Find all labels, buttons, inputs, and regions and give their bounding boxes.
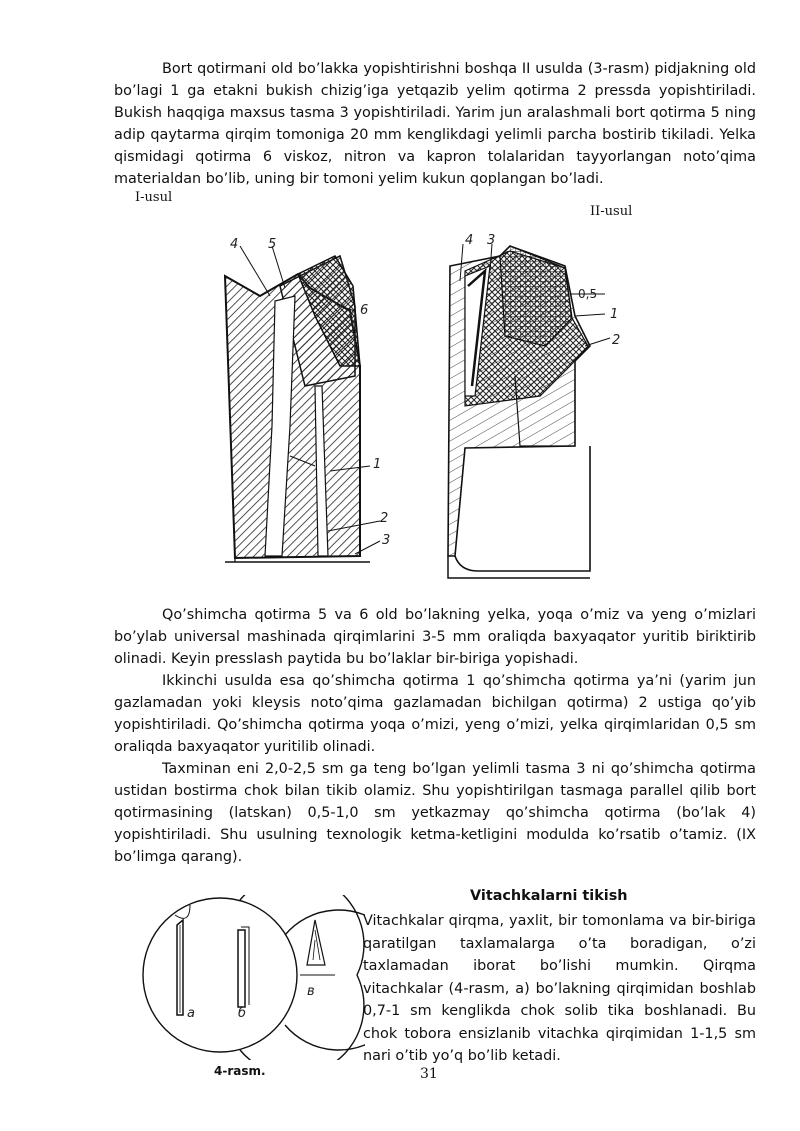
figure-3-left-label-3: 3	[382, 533, 391, 548]
page-number: 31	[420, 1066, 438, 1082]
figure-3-right-label-3: 3	[487, 233, 496, 248]
figure-3-right-label-1: 1	[610, 307, 619, 322]
paragraph-3: Ikkinchi usulda esa qo’shimcha qotirma 1 qo’shimcha qotirma ya’ni (yarim jun gazlamadan yoki kleysis noto’qima gazlamadan bichilgan qotirma) 2 ustiga qo’yib yopishtiriladi. Qo’shimcha qotirma yoqa o’mizi, yeng o’mizi, yelka qirqimlaridan 0,5 sm oraliqda baxyaqator yuritilib olinadi.	[114, 673, 756, 755]
paragraph-5: Vitachkalar qirqma, yaxlit, bir tomonlama va bir-biriga qaratilgan taxlamalarga o’ta boradigan, o’zi taxlamadan iborat bo’lishi mumkin. Qirqma vitachkalar (4-rasm, a) bo’lakning qirqimidan boshlab 0,7-1 sm kenglikda chok solib tika boshlanadi. Bu chok tobora ensizlanib vitachka qirqimidan 1-1,5 sm nari o’tib yo’q bo’lib ketadi.	[363, 913, 756, 1064]
figure-3-left-label-6: 6	[360, 303, 369, 318]
figure-4-label-v: в	[307, 984, 315, 999]
paragraph-1: Bort qotirmani old bo’lakka yopishtirishni boshqa II usulda (3-rasm) pidjakning old bo’lagi 1 ga etakni bukish chizig’iga yetqazib yelim qotirma 2 pressda yopishtiriladi. Bukish haqqiga maxsus tasma 3 yopishtiriladi. Yarim jun aralashmali bort qotirma 5 ning adip qaytarma qirqim tomoniga 20 mm kenglikdagi yelimli parcha bostirib tikiladi. Yelka qismidagi qotirma 6 viskoz, nitron va kapron tolalaridan tayyorlangan noto’qima materialdan bo’lib, uning bir tomoni yelim kukun qoplangan bo’ladi.	[114, 61, 756, 187]
figure-3-right-label-0-5: 0,5	[578, 287, 598, 301]
figure-4-caption: 4-rasm.	[214, 1064, 266, 1078]
figure-3-left-label-1: 1	[373, 457, 382, 472]
figure-3-left-label-5: 5	[268, 237, 277, 252]
figure-4-drawing	[135, 895, 365, 1060]
figure-3-right-label-2: 2	[612, 333, 621, 348]
left-garment-drawing	[225, 246, 380, 562]
figure-label-method-1: I-usul	[135, 190, 173, 205]
figure-label-method-2: II-usul	[590, 204, 633, 219]
paragraph-4: Taxminan eni 2,0-2,5 sm ga teng bo’lgan yelimli tasma 3 ni qo’shimcha qotirma ustidan bostirma chok bilan tikib olamiz. Shu yopishtirilgan tasmaga parallel qilib bort qotirmasining (latskan) 0,5-1,0 sm yetkazmay qo’shimcha qotirma (bo’lak 4) yopishtiriladi. Shu usulning texnologik ketma-ketligini modulda ko’rsatib o’tamiz. (IX bo’limga qarang).	[114, 761, 756, 865]
figure-3-left-label-4: 4	[230, 237, 239, 252]
section-heading: Vitachkalarni tikish	[470, 888, 628, 904]
paragraph-2: Qo’shimcha qotirma 5 va 6 old bo’lakning yelka, yoqa o’miz va yeng o’mizlari bo’ylab universal mashinada qirqimlarini 3-5 mm oraliqda baxyaqator yuritib biriktirib olinadi. Keyin presslash paytida bu bo’laklar bir-biriga yopishadi.	[114, 607, 756, 667]
figure-4-label-a: a	[187, 1006, 195, 1021]
figure-3-drawings	[210, 226, 640, 586]
figure-4-label-b: б	[238, 1006, 247, 1021]
figure-3-left-label-2: 2	[380, 511, 389, 526]
figure-3-right-label-4: 4	[465, 233, 474, 248]
